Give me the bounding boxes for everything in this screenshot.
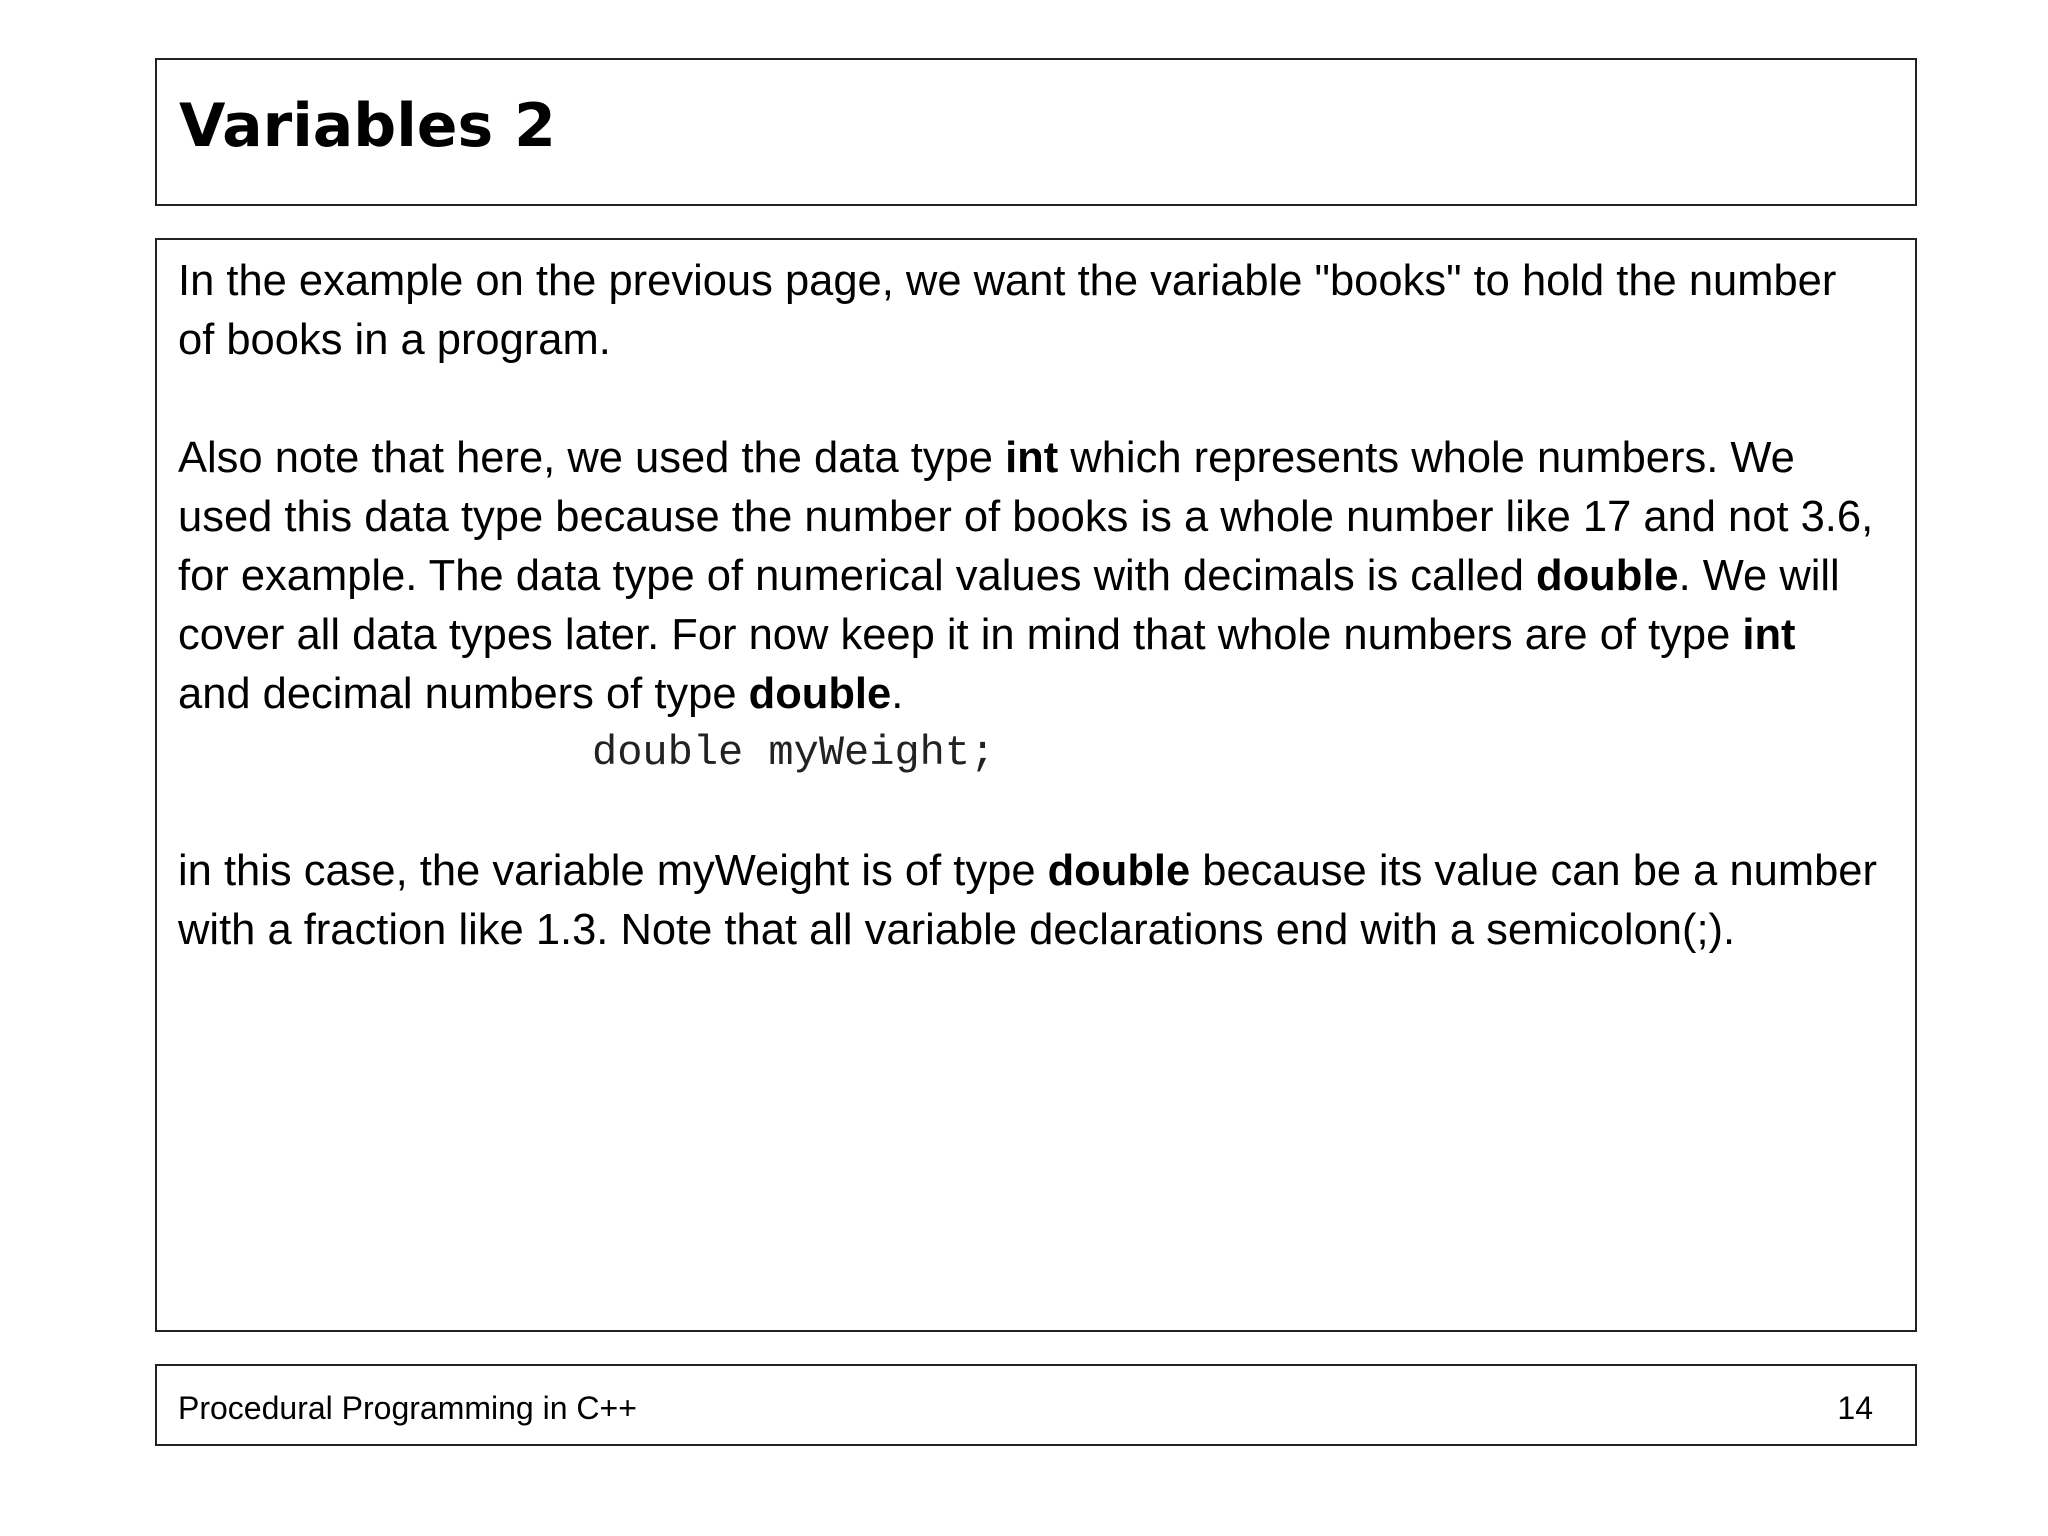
slide-body bbox=[178, 252, 1878, 960]
title-box bbox=[155, 58, 1917, 206]
footer-course-title: Procedural Programming in C++ bbox=[178, 1390, 637, 1426]
keyword-double: double bbox=[748, 670, 892, 718]
paragraph-gap bbox=[178, 370, 1878, 429]
paragraph-books-variable: In the example on the previous page, we want the variable "books" to hold the number of books in a program. bbox=[178, 257, 1837, 364]
page-number: 14 bbox=[1837, 1390, 1873, 1426]
text-span: Also note that here, we used the data type bbox=[178, 434, 1006, 482]
text-span: which represents whole numbers. We used this data type because the number of books is a whole number like 17 and not 3.6, for example. The data type of numerical values with decimals is called bbox=[178, 434, 1874, 600]
text-span: because its value can be a number with a fraction like 1.3. Note that all variable declarations end with a semicolon(;). bbox=[178, 847, 1877, 954]
text-span: in this case, the variable myWeight is of type bbox=[178, 847, 1048, 895]
text-span: and decimal numbers of type bbox=[178, 670, 749, 718]
keyword-int: int bbox=[1742, 611, 1796, 659]
slide-title: Variables 2 bbox=[179, 91, 556, 161]
text-span: . bbox=[891, 670, 904, 718]
keyword-double: double bbox=[1047, 847, 1191, 895]
content-box bbox=[155, 238, 1917, 1332]
paragraph-myweight bbox=[178, 842, 1878, 960]
footer-box bbox=[155, 1364, 1917, 1446]
text-span: . We will cover all data types later. For now keep it in mind that whole numbers are of type bbox=[178, 552, 1840, 659]
code-declaration: double myWeight; bbox=[592, 729, 996, 777]
code-example bbox=[178, 724, 1878, 783]
paragraph-data-types bbox=[178, 429, 1878, 724]
keyword-int: int bbox=[1005, 434, 1059, 482]
keyword-double: double bbox=[1536, 552, 1679, 600]
paragraph-gap bbox=[178, 783, 1878, 842]
